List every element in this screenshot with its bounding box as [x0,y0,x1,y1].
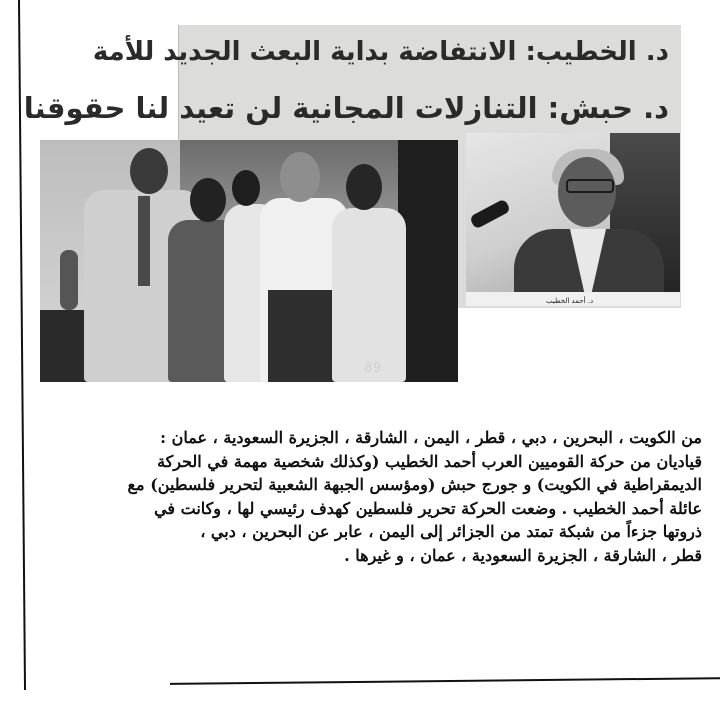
caption-line: عائلة أحمد الخطيب . وضعت الحركة تحرير فلسطين كهدف رئيسي لها ، وكانت في [154,498,702,518]
clipping-portrait-photo [466,133,680,306]
caption-line: الديمقراطية في الكويت) و جورج حبش (ومؤسس الجبهة الشعبية لتحرير فلسطين) مع [127,475,702,494]
microphone-icon [469,198,511,229]
person-head [346,164,382,210]
caption-line: قياديان من حركة القوميين العرب أحمد الخطيب (وكذلك شخصية مهمة في الحركة [157,451,702,471]
photo-dark-area [398,140,458,382]
caption-paragraph [66,426,702,567]
bottom-border-line [170,677,720,685]
person-head [280,152,320,202]
person-head [232,170,260,206]
person-head [190,178,226,222]
caption-line: قطر ، الشارقة ، الجزيرة السعودية ، عمان ، و غيرها . [344,545,702,565]
headline-khatib: د. الخطيب: الانتفاضة بداية البعث الجديد للأمة [92,37,669,67]
portrait-glasses [566,179,614,193]
caption-line: ذروتها جزءاً من شبكة تمتد من الجزائر إلى اليمن ، عابر عن البحرين ، دبي ، [200,522,702,541]
caption-line: من الكويت ، البحرين ، دبي ، قطر ، اليمن ، الشارقة ، الجزيرة السعودية ، عمان : [160,428,702,447]
headline-habash: د. حبش: التنازلات المجانية لن تعيد لنا حقوقنا [23,91,669,125]
photo-vase [60,250,78,310]
person-trousers [268,290,340,382]
person-head [130,148,168,194]
photo-date-stamp: 89 [364,361,382,376]
portrait-caption: د. أحمد الخطيب [546,297,594,305]
person-body [332,208,406,382]
group-photograph [40,140,458,382]
person-tie [138,196,150,286]
